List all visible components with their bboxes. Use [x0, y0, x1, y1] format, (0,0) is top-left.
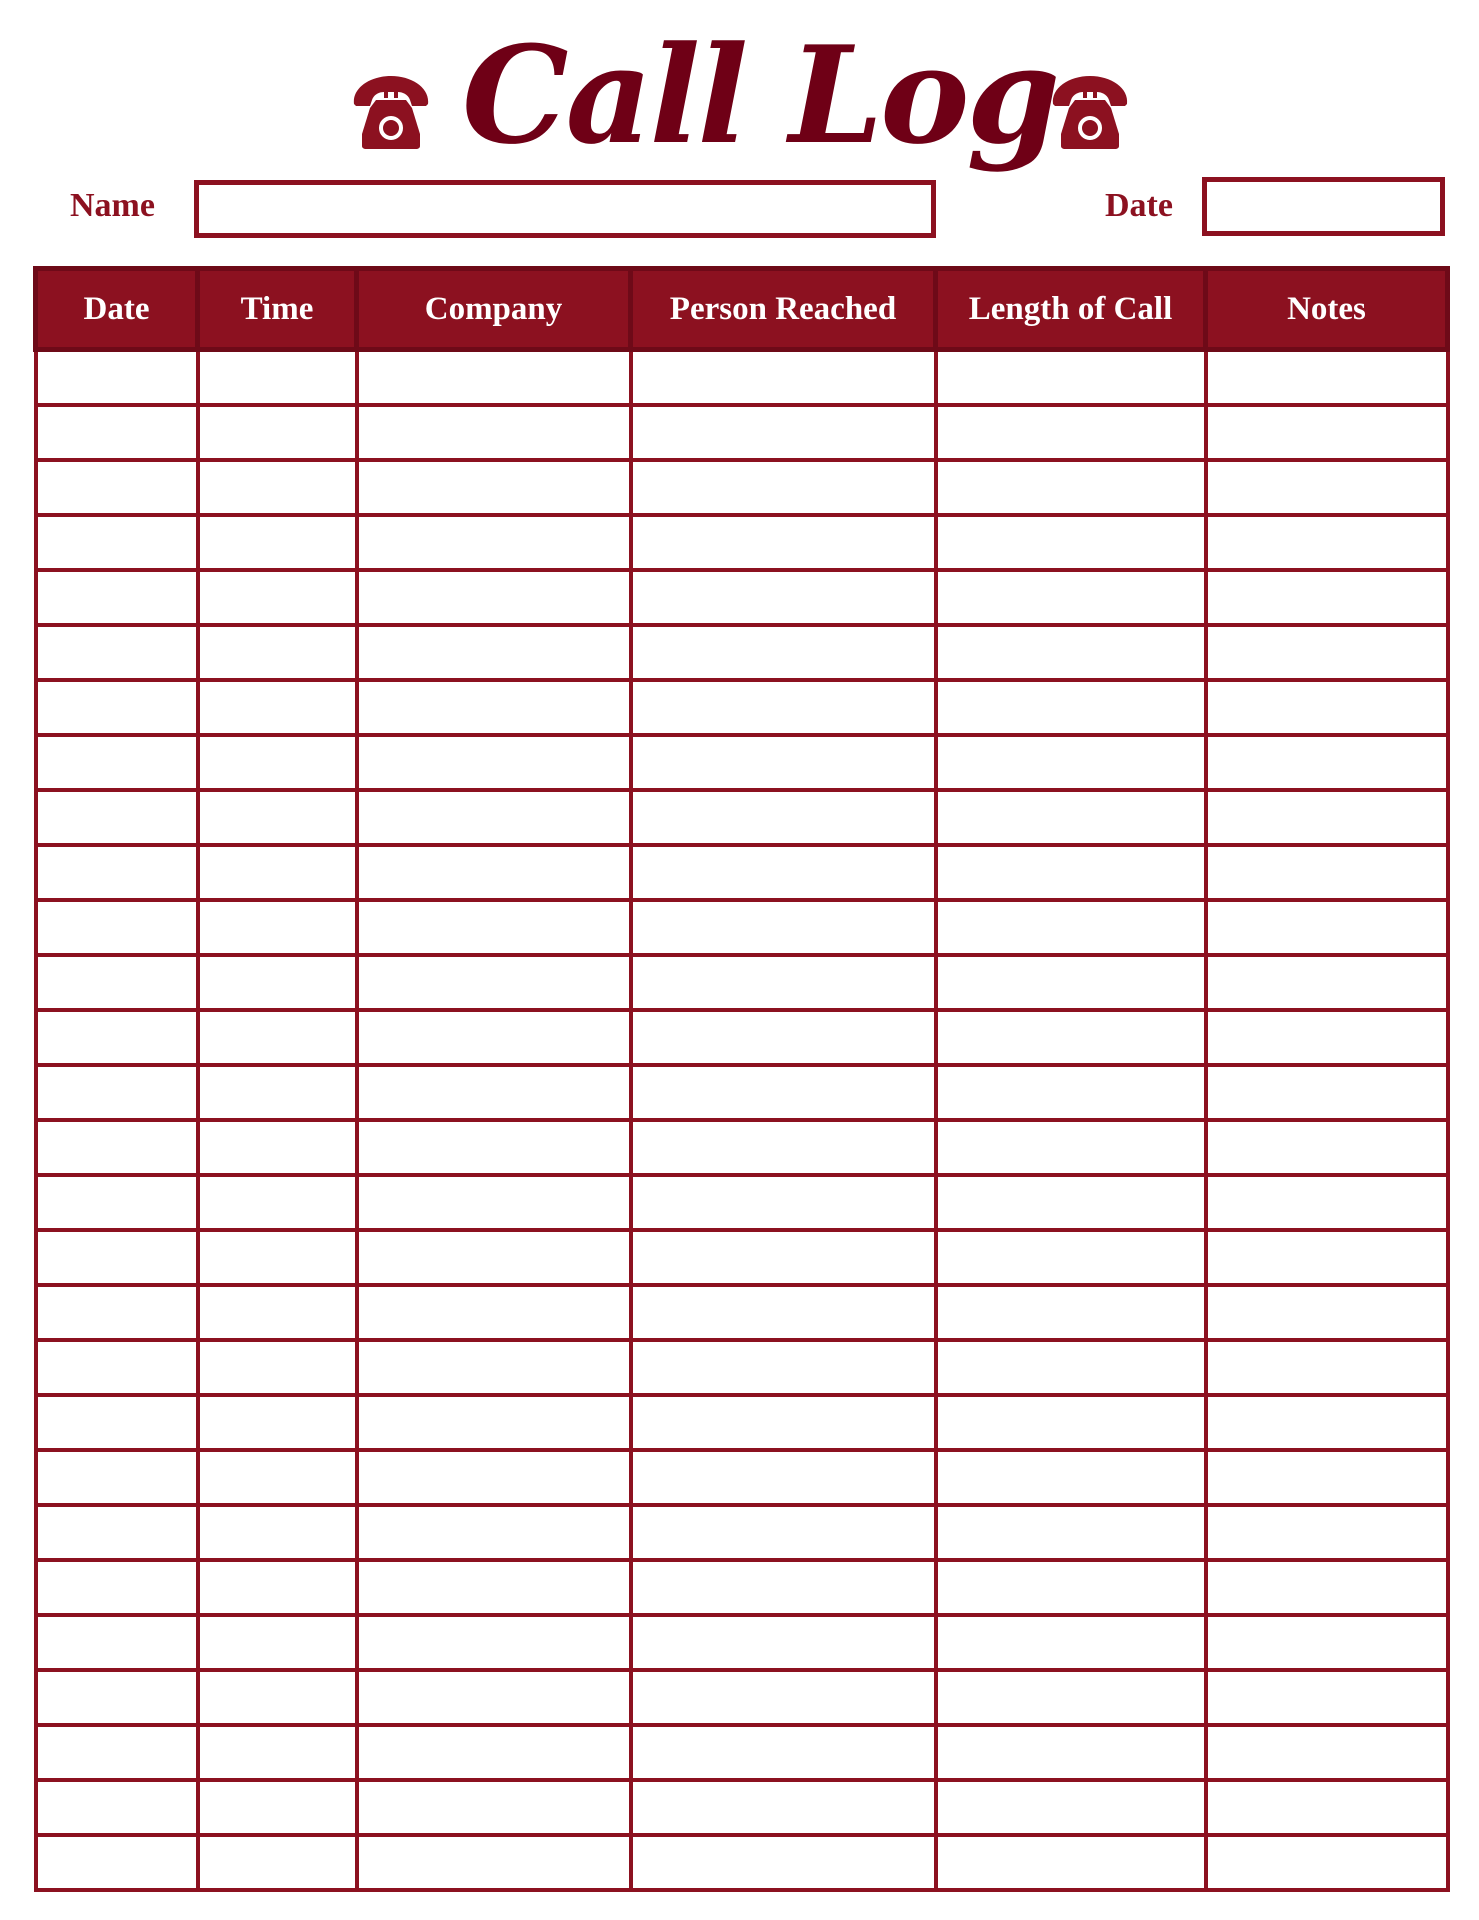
- company-cell[interactable]: [357, 515, 631, 570]
- company-cell[interactable]: [357, 845, 631, 900]
- person-reached-cell[interactable]: [631, 570, 936, 625]
- length-of-call-cell[interactable]: [936, 680, 1206, 735]
- person-reached-cell[interactable]: [631, 625, 936, 680]
- name-label: Name: [70, 187, 155, 224]
- time-cell[interactable]: [198, 900, 357, 955]
- date-cell[interactable]: [36, 1670, 198, 1725]
- length-of-call-cell[interactable]: [936, 1560, 1206, 1615]
- date-cell[interactable]: [36, 350, 198, 405]
- time-cell[interactable]: [198, 1670, 357, 1725]
- company-cell[interactable]: [357, 1835, 631, 1890]
- notes-cell[interactable]: [1206, 955, 1448, 1010]
- time-cell[interactable]: [198, 1395, 357, 1450]
- table-header-row: [36, 269, 1448, 350]
- time-cell[interactable]: [198, 1615, 357, 1670]
- date-cell[interactable]: [36, 1285, 198, 1340]
- length-of-call-cell[interactable]: [936, 515, 1206, 570]
- notes-cell[interactable]: [1206, 1010, 1448, 1065]
- person-reached-cell[interactable]: [631, 1835, 936, 1890]
- company-cell[interactable]: [357, 1340, 631, 1395]
- date-cell[interactable]: [36, 845, 198, 900]
- time-cell[interactable]: [198, 625, 357, 680]
- notes-cell[interactable]: [1206, 570, 1448, 625]
- company-cell[interactable]: [357, 955, 631, 1010]
- company-cell[interactable]: [357, 1670, 631, 1725]
- date-cell[interactable]: [36, 1505, 198, 1560]
- table-row: [36, 1835, 1448, 1890]
- length-of-call-cell[interactable]: [936, 1505, 1206, 1560]
- telephone-icon: [1049, 74, 1131, 149]
- length-of-call-cell[interactable]: [936, 735, 1206, 790]
- time-cell[interactable]: [198, 515, 357, 570]
- table-row: [36, 790, 1448, 845]
- person-reached-cell[interactable]: [631, 680, 936, 735]
- notes-cell[interactable]: [1206, 1285, 1448, 1340]
- date-cell[interactable]: [36, 1010, 198, 1065]
- date-cell[interactable]: [36, 1560, 198, 1615]
- date-cell[interactable]: [36, 1450, 198, 1505]
- length-of-call-cell[interactable]: [936, 570, 1206, 625]
- notes-cell[interactable]: [1206, 625, 1448, 680]
- table-row: [36, 1395, 1448, 1450]
- company-cell[interactable]: [357, 1395, 631, 1450]
- person-reached-cell[interactable]: [631, 1340, 936, 1395]
- time-cell[interactable]: [198, 1230, 357, 1285]
- person-reached-cell[interactable]: [631, 1505, 936, 1560]
- length-of-call-cell[interactable]: [936, 1395, 1206, 1450]
- notes-cell[interactable]: [1206, 680, 1448, 735]
- time-cell[interactable]: [198, 680, 357, 735]
- time-cell[interactable]: [198, 735, 357, 790]
- date-cell[interactable]: [36, 1395, 198, 1450]
- date-cell[interactable]: [36, 1835, 198, 1890]
- notes-cell[interactable]: [1206, 735, 1448, 790]
- person-reached-cell[interactable]: [631, 845, 936, 900]
- table-row: [36, 1615, 1448, 1670]
- length-of-call-cell[interactable]: [936, 460, 1206, 515]
- company-cell[interactable]: [357, 1285, 631, 1340]
- table-row: [36, 845, 1448, 900]
- length-of-call-cell[interactable]: [936, 1230, 1206, 1285]
- date-cell[interactable]: [36, 1065, 198, 1120]
- notes-cell[interactable]: [1206, 1780, 1448, 1835]
- time-cell[interactable]: [198, 955, 357, 1010]
- date-cell[interactable]: [36, 515, 198, 570]
- company-cell[interactable]: [357, 1505, 631, 1560]
- length-of-call-cell[interactable]: [936, 845, 1206, 900]
- length-of-call-cell[interactable]: [936, 1835, 1206, 1890]
- length-of-call-cell[interactable]: [936, 1010, 1206, 1065]
- time-cell[interactable]: [198, 1175, 357, 1230]
- table-row: [36, 1560, 1448, 1615]
- person-reached-cell[interactable]: [631, 1285, 936, 1340]
- table-body: [36, 350, 1448, 1890]
- table-row: [36, 1175, 1448, 1230]
- person-reached-cell[interactable]: [631, 1560, 936, 1615]
- name-field[interactable]: [194, 180, 936, 238]
- length-of-call-cell[interactable]: [936, 1065, 1206, 1120]
- table-row: [36, 1010, 1448, 1065]
- length-of-call-cell[interactable]: [936, 1450, 1206, 1505]
- table-row: [36, 1120, 1448, 1175]
- table-row: [36, 570, 1448, 625]
- time-cell[interactable]: [198, 460, 357, 515]
- date-cell[interactable]: [36, 1615, 198, 1670]
- person-reached-cell[interactable]: [631, 1725, 936, 1780]
- company-cell[interactable]: [357, 1560, 631, 1615]
- length-of-call-cell[interactable]: [936, 790, 1206, 845]
- person-reached-cell[interactable]: [631, 1010, 936, 1065]
- notes-cell[interactable]: [1206, 1505, 1448, 1560]
- company-cell[interactable]: [357, 1065, 631, 1120]
- date-cell[interactable]: [36, 625, 198, 680]
- time-cell[interactable]: [198, 1505, 357, 1560]
- length-of-call-cell[interactable]: [936, 1725, 1206, 1780]
- date-field[interactable]: [1202, 177, 1445, 236]
- table-row: [36, 460, 1448, 515]
- company-cell[interactable]: [357, 1725, 631, 1780]
- company-cell[interactable]: [357, 790, 631, 845]
- person-reached-cell[interactable]: [631, 1450, 936, 1505]
- notes-cell[interactable]: [1206, 1670, 1448, 1725]
- company-cell[interactable]: [357, 405, 631, 460]
- company-cell[interactable]: [357, 1780, 631, 1835]
- table-row: [36, 1780, 1448, 1835]
- time-cell[interactable]: [198, 1340, 357, 1395]
- length-of-call-cell[interactable]: [936, 1285, 1206, 1340]
- notes-cell[interactable]: [1206, 350, 1448, 405]
- person-reached-cell[interactable]: [631, 955, 936, 1010]
- date-cell[interactable]: [36, 1175, 198, 1230]
- length-of-call-cell[interactable]: [936, 955, 1206, 1010]
- time-cell[interactable]: [198, 845, 357, 900]
- date-cell[interactable]: [36, 1230, 198, 1285]
- time-cell[interactable]: [198, 1835, 357, 1890]
- time-cell[interactable]: [198, 1120, 357, 1175]
- person-reached-cell[interactable]: [631, 1230, 936, 1285]
- notes-cell[interactable]: [1206, 460, 1448, 515]
- notes-cell[interactable]: [1206, 900, 1448, 955]
- column-header-length-of-call: Length of Call: [936, 269, 1206, 350]
- person-reached-cell[interactable]: [631, 1395, 936, 1450]
- table-row: [36, 1065, 1448, 1120]
- notes-cell[interactable]: [1206, 1230, 1448, 1285]
- table-row: [36, 625, 1448, 680]
- notes-cell[interactable]: [1206, 405, 1448, 460]
- notes-cell[interactable]: [1206, 1340, 1448, 1395]
- notes-cell[interactable]: [1206, 1560, 1448, 1615]
- date-cell[interactable]: [36, 680, 198, 735]
- date-cell[interactable]: [36, 735, 198, 790]
- person-reached-cell[interactable]: [631, 460, 936, 515]
- person-reached-cell[interactable]: [631, 1615, 936, 1670]
- table-row: [36, 1230, 1448, 1285]
- length-of-call-cell[interactable]: [936, 1340, 1206, 1395]
- notes-cell[interactable]: [1206, 1120, 1448, 1175]
- length-of-call-cell[interactable]: [936, 1175, 1206, 1230]
- date-cell[interactable]: [36, 790, 198, 845]
- person-reached-cell[interactable]: [631, 1175, 936, 1230]
- person-reached-cell[interactable]: [631, 515, 936, 570]
- company-cell[interactable]: [357, 900, 631, 955]
- date-cell[interactable]: [36, 955, 198, 1010]
- date-cell[interactable]: [36, 405, 198, 460]
- company-cell[interactable]: [357, 735, 631, 790]
- date-label: Date: [1105, 187, 1173, 224]
- company-cell[interactable]: [357, 1175, 631, 1230]
- date-cell[interactable]: [36, 1120, 198, 1175]
- person-reached-cell[interactable]: [631, 735, 936, 790]
- table-row: [36, 1670, 1448, 1725]
- table-row: [36, 955, 1448, 1010]
- telephone-icon: [350, 74, 432, 149]
- date-cell[interactable]: [36, 1780, 198, 1835]
- time-cell[interactable]: [198, 1450, 357, 1505]
- date-cell[interactable]: [36, 1725, 198, 1780]
- person-reached-cell[interactable]: [631, 900, 936, 955]
- column-header-time: Time: [198, 269, 357, 350]
- date-cell[interactable]: [36, 570, 198, 625]
- person-reached-cell[interactable]: [631, 350, 936, 405]
- length-of-call-cell[interactable]: [936, 1780, 1206, 1835]
- time-cell[interactable]: [198, 1010, 357, 1065]
- person-reached-cell[interactable]: [631, 1780, 936, 1835]
- column-header-notes: Notes: [1206, 269, 1448, 350]
- column-header-company: Company: [357, 269, 631, 350]
- notes-cell[interactable]: [1206, 1835, 1448, 1890]
- table-row: [36, 680, 1448, 735]
- person-reached-cell[interactable]: [631, 1670, 936, 1725]
- notes-cell[interactable]: [1206, 1175, 1448, 1230]
- time-cell[interactable]: [198, 570, 357, 625]
- date-cell[interactable]: [36, 1340, 198, 1395]
- length-of-call-cell[interactable]: [936, 350, 1206, 405]
- length-of-call-cell[interactable]: [936, 625, 1206, 680]
- company-cell[interactable]: [357, 1450, 631, 1505]
- notes-cell[interactable]: [1206, 790, 1448, 845]
- length-of-call-cell[interactable]: [936, 405, 1206, 460]
- notes-cell[interactable]: [1206, 515, 1448, 570]
- person-reached-cell[interactable]: [631, 1065, 936, 1120]
- column-header-date: Date: [36, 269, 198, 350]
- company-cell[interactable]: [357, 570, 631, 625]
- company-cell[interactable]: [357, 1615, 631, 1670]
- length-of-call-cell[interactable]: [936, 900, 1206, 955]
- company-cell[interactable]: [357, 460, 631, 515]
- notes-cell[interactable]: [1206, 1725, 1448, 1780]
- time-cell[interactable]: [198, 1725, 357, 1780]
- length-of-call-cell[interactable]: [936, 1670, 1206, 1725]
- person-reached-cell[interactable]: [631, 405, 936, 460]
- table-row: [36, 1340, 1448, 1395]
- company-cell[interactable]: [357, 1010, 631, 1065]
- table-row: [36, 1725, 1448, 1780]
- length-of-call-cell[interactable]: [936, 1615, 1206, 1670]
- notes-cell[interactable]: [1206, 845, 1448, 900]
- company-cell[interactable]: [357, 625, 631, 680]
- table-row: [36, 405, 1448, 460]
- table-row: [36, 1450, 1448, 1505]
- table-row: [36, 1505, 1448, 1560]
- notes-cell[interactable]: [1206, 1450, 1448, 1505]
- company-cell[interactable]: [357, 680, 631, 735]
- time-cell[interactable]: [198, 350, 357, 405]
- person-reached-cell[interactable]: [631, 790, 936, 845]
- company-cell[interactable]: [357, 1120, 631, 1175]
- table-row: [36, 515, 1448, 570]
- date-cell[interactable]: [36, 460, 198, 515]
- notes-cell[interactable]: [1206, 1065, 1448, 1120]
- notes-cell[interactable]: [1206, 1615, 1448, 1670]
- time-cell[interactable]: [198, 1780, 357, 1835]
- table-row: [36, 1285, 1448, 1340]
- column-header-person-reached: Person Reached: [631, 269, 936, 350]
- company-cell[interactable]: [357, 350, 631, 405]
- table-row: [36, 350, 1448, 405]
- call-log-table: [33, 266, 1450, 1892]
- time-cell[interactable]: [198, 1285, 357, 1340]
- notes-cell[interactable]: [1206, 1395, 1448, 1450]
- time-cell[interactable]: [198, 790, 357, 845]
- person-reached-cell[interactable]: [631, 1120, 936, 1175]
- company-cell[interactable]: [357, 1230, 631, 1285]
- title-row: [0, 0, 1479, 180]
- table-row: [36, 735, 1448, 790]
- length-of-call-cell[interactable]: [936, 1120, 1206, 1175]
- date-cell[interactable]: [36, 900, 198, 955]
- time-cell[interactable]: [198, 1065, 357, 1120]
- table-row: [36, 900, 1448, 955]
- time-cell[interactable]: [198, 405, 357, 460]
- time-cell[interactable]: [198, 1560, 357, 1615]
- page-title: Call Log: [462, 16, 1058, 174]
